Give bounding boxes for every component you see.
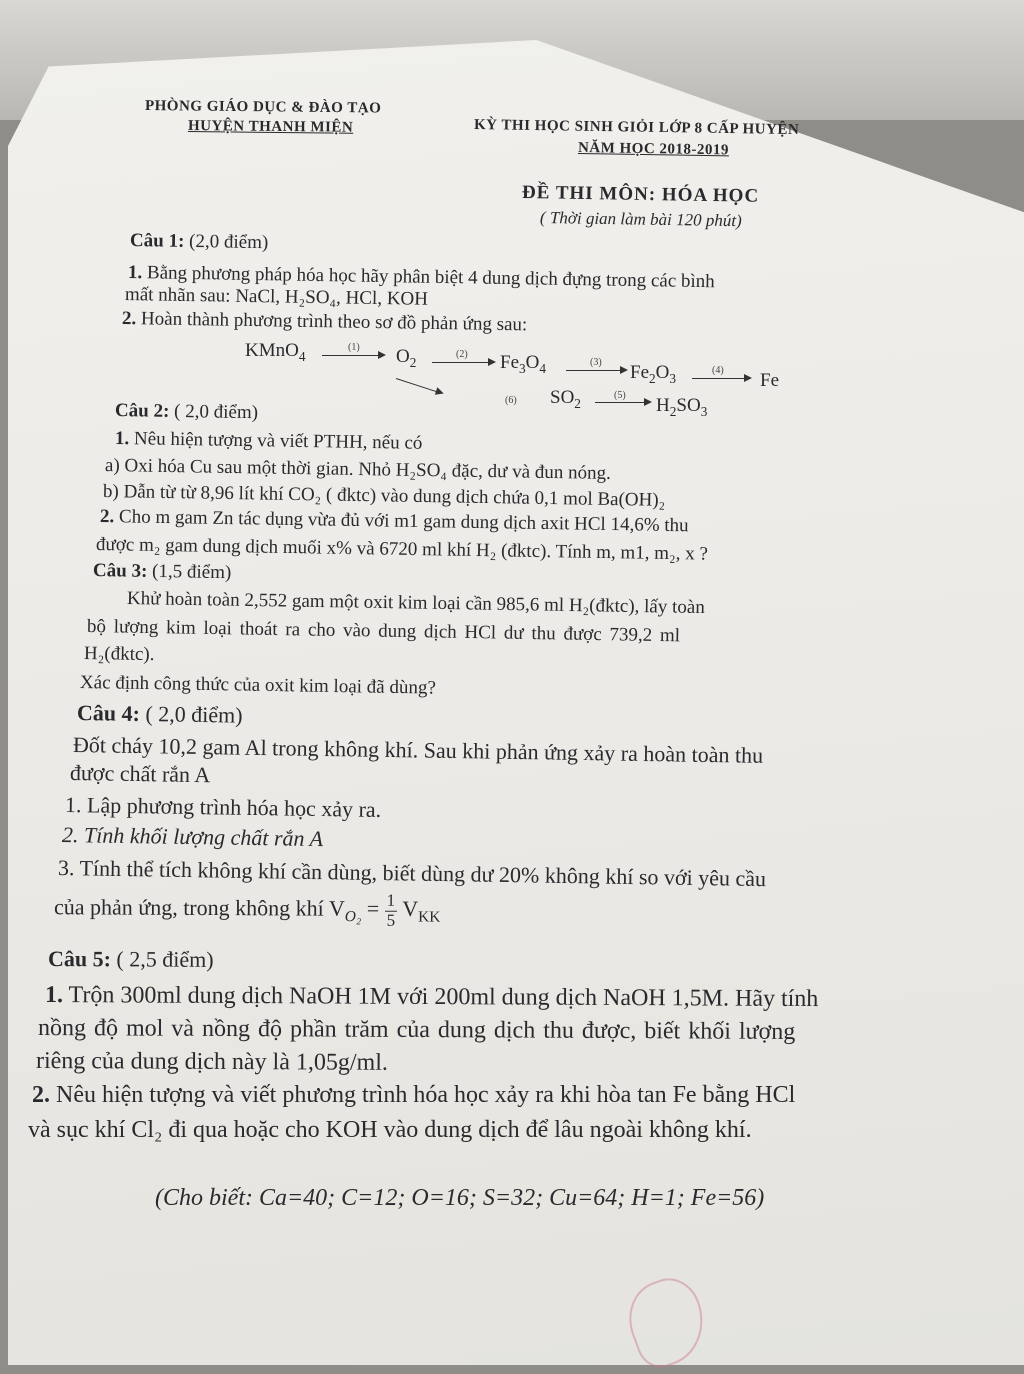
vkk-symbol: V bbox=[402, 896, 419, 922]
q2-item-a: a) Oxi hóa Cu sau một thời gian. Nhỏ H₂SO₄ đặc, dư và đun nóng. bbox=[104, 455, 612, 484]
arrow-5 bbox=[595, 402, 650, 403]
atomic-masses-note: (Cho biết: Ca=40; C=12; O=16; S=32; Cu=64; H=1; Fe=56) bbox=[155, 1185, 765, 1211]
q4-line1: Đốt cháy 10,2 gam Al trong không khí. Sau khi phản ứng xảy ra hoàn toàn thu bbox=[72, 732, 764, 768]
q2-part1-text: Nêu hiện tượng và viết PTHH, nếu có bbox=[133, 428, 423, 454]
q3-line2: bộ lượng kim loại thoát ra cho vào dung dịch HCl dư thu được 739,2 ml bbox=[86, 616, 681, 647]
question-4-title: Câu 4: bbox=[76, 700, 141, 726]
q5-part1-line2: nồng độ mol và nồng độ phần trăm của dung dịch thu được, biết khối lượng bbox=[37, 1015, 796, 1045]
subject-title: ĐỀ THI MÔN: HÓA HỌC bbox=[521, 182, 760, 207]
arrow-5-label: (5) bbox=[614, 390, 626, 401]
arrow-3-label: (3) bbox=[590, 357, 602, 368]
o2-formula: $O_2$ bbox=[396, 346, 417, 370]
q5-part2-line2: và sục khí Cl₂ đi qua hoặc cho KOH vào dung dịch để lâu ngoài không khí. bbox=[28, 1117, 752, 1143]
arrow-6-label: (6) bbox=[505, 395, 517, 406]
q5-part1-text: Trộn 300ml dung dịch NaOH 1M với 200ml dung dịch NaOH 1,5M. Hãy tính bbox=[68, 982, 819, 1013]
question-3-title: Câu 3: bbox=[92, 560, 148, 582]
exam-title: KỲ THI HỌC SINH GIỎI LỚP 8 CẤP HUYỆN bbox=[473, 117, 800, 139]
school-year: NĂM HỌC 2018-2019 bbox=[577, 140, 730, 159]
fe-formula: Fe bbox=[760, 370, 779, 391]
q1-part1-text: Bằng phương pháp hóa học hãy phân biệt 4 dung dịch đựng trong các bình bbox=[146, 262, 715, 293]
question-3-points: (1,5 điểm) bbox=[147, 560, 232, 584]
fraction-one-fifth bbox=[385, 892, 398, 930]
question-1-heading bbox=[130, 230, 269, 254]
arrow-3 bbox=[566, 370, 626, 371]
q5-part1-line3: riêng của dung dịch này là 1,05g/ml. bbox=[35, 1048, 388, 1076]
arrow-2 bbox=[432, 362, 494, 363]
arrow-4-label: (4) bbox=[712, 365, 724, 376]
arrow-2-label: (2) bbox=[456, 349, 468, 360]
fe3o4-formula: $Fe_3O_4$ bbox=[500, 352, 547, 376]
question-5-points: ( 2,5 điểm) bbox=[110, 946, 214, 972]
question-2-points: ( 2,0 điểm) bbox=[169, 400, 259, 424]
district-name: HUYỆN THANH MIỆN bbox=[187, 118, 354, 136]
kmno4-formula: KMnO$_4$ bbox=[245, 340, 306, 364]
q2-part1 bbox=[115, 428, 423, 455]
q1-part1-number: 1. bbox=[127, 262, 143, 284]
q3-line1: Khử hoàn toàn 2,552 gam một oxit kim loại cần 985,6 ml H₂(đktc), lấy toàn bbox=[126, 588, 705, 619]
q2-part2-number: 2. bbox=[99, 506, 115, 528]
q5-part1-number: 1. bbox=[44, 982, 64, 1009]
fraction-numerator: 1 bbox=[385, 892, 398, 912]
q1-part2-number: 2. bbox=[121, 308, 137, 330]
q2-part1-number: 1. bbox=[114, 428, 130, 450]
q1-part2-text: Hoàn thành phương trình theo sơ đồ phản ứng sau: bbox=[140, 308, 528, 336]
so2-formula: $SO_2$ bbox=[550, 387, 581, 411]
q3-line3: H₂(đktc). bbox=[83, 643, 155, 666]
fe2o3-formula: $Fe_2O_3$ bbox=[630, 362, 677, 386]
vo2-subscript: O₂ bbox=[344, 908, 362, 926]
q4-item-1: 1. Lập phương trình hóa học xảy ra. bbox=[64, 792, 382, 822]
q5-part2-text: Nêu hiện tượng và viết phương trình hóa học xảy ra khi hòa tan Fe bằng HCl bbox=[56, 1082, 796, 1108]
q4-line2: được chất rắn A bbox=[69, 760, 211, 788]
q2-part2-text: Cho m gam Zn tác dụng vừa đủ với m1 gam dung dịch axit HCl 14,6% thu bbox=[118, 506, 689, 537]
arrow-1-label: (1) bbox=[348, 342, 360, 353]
arrow-1 bbox=[322, 355, 384, 356]
q4-item-2: 2. Tính khối lượng chất rắn A bbox=[61, 822, 324, 852]
department-name: PHÒNG GIÁO DỤC & ĐÀO TẠO bbox=[144, 98, 382, 117]
q4-item-3-text: của phản ứng, trong không khí V bbox=[53, 894, 345, 921]
question-4-heading bbox=[77, 700, 243, 729]
q2-item-b: b) Dẫn từ từ 8,96 lít khí CO₂ ( đktc) vào dung dịch chứa 0,1 mol Ba(OH)₂ bbox=[102, 481, 666, 511]
question-1-points: (2,0 điểm) bbox=[184, 230, 269, 254]
time-limit: ( Thời gian làm bài 120 phút) bbox=[539, 208, 742, 231]
vkk-subscript: KK bbox=[418, 908, 441, 926]
question-2-title: Câu 2: bbox=[114, 400, 170, 422]
arrow-4 bbox=[692, 378, 750, 379]
q5-part2-number: 2. bbox=[32, 1082, 50, 1108]
q1-part1-line2: mất nhãn sau: NaCl, H₂SO₄, HCl, KOH bbox=[124, 284, 429, 310]
q5-part1 bbox=[45, 982, 818, 1013]
q2-part2-line2: được m₂ gam dung dịch muối x% và 6720 ml khí H₂ (đktc). Tính m, m1, m₂, x ? bbox=[95, 534, 709, 565]
q1-part2 bbox=[122, 308, 528, 336]
question-1-title: Câu 1: bbox=[129, 230, 185, 252]
q4-item-3-line2: của phản ứng, trong không khí $V_{O_2}$ = $\frac{1}{5}$ $V_{KK}$ bbox=[53, 890, 441, 930]
q4-item-3: 3. Tính thể tích không khí cần dùng, biết dùng dư 20% không khí so với yêu cầu bbox=[57, 855, 767, 892]
q3-line4: Xác định công thức của oxit kim loại đã dùng? bbox=[79, 672, 437, 699]
arrow-6 bbox=[396, 378, 442, 394]
h2so3-formula: $H_2SO_3$ bbox=[656, 395, 708, 419]
question-5-title: Câu 5: bbox=[47, 946, 112, 972]
ink-mark bbox=[618, 1270, 716, 1374]
q5-part2 bbox=[32, 1082, 795, 1109]
fraction-denominator: 5 bbox=[386, 910, 396, 930]
question-3-heading bbox=[93, 560, 232, 584]
question-5-heading bbox=[48, 946, 214, 973]
question-4-points: ( 2,0 điểm) bbox=[139, 700, 243, 728]
question-2-heading bbox=[115, 400, 258, 424]
